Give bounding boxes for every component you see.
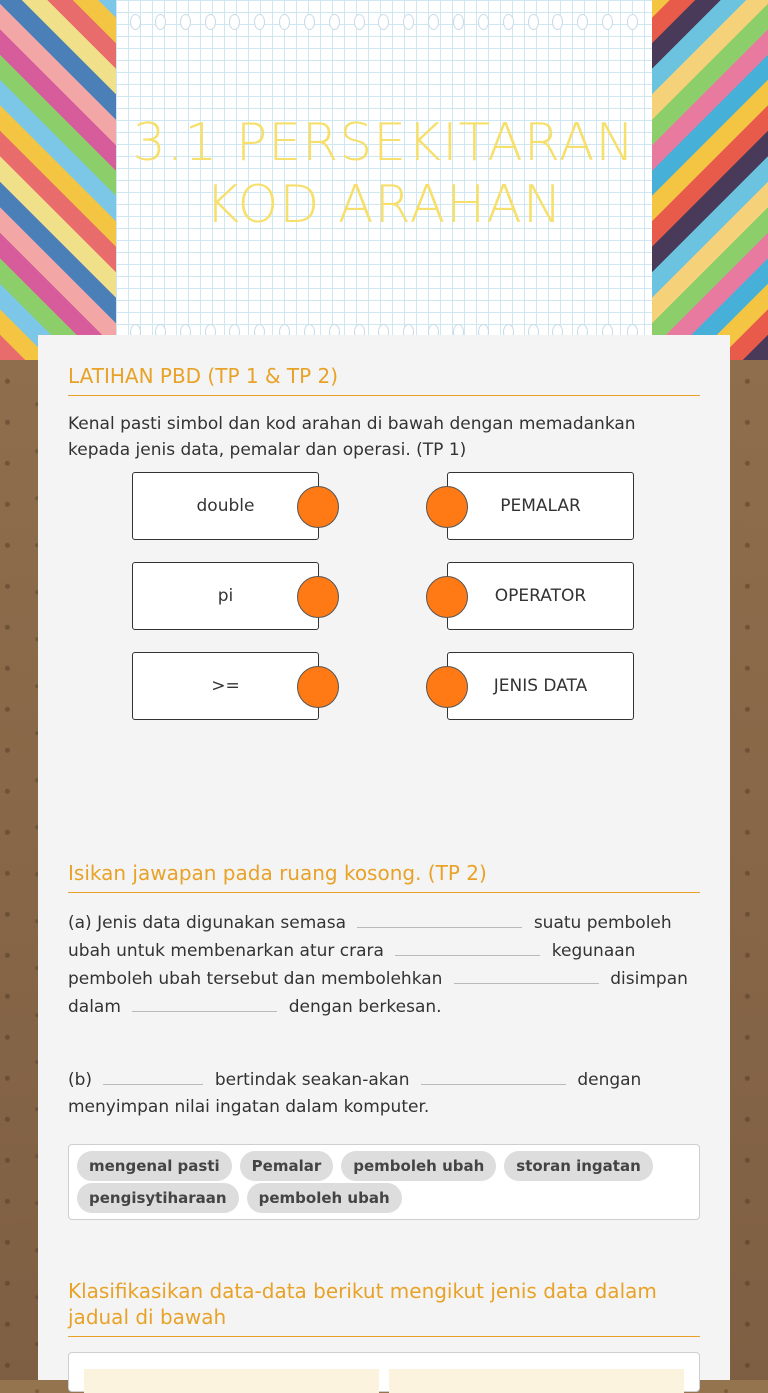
match-left-connector-3[interactable] xyxy=(297,666,339,708)
question-a-text-1: (a) Jenis data digunakan semasa xyxy=(68,913,346,933)
section2-heading-text: Isikan jawapan pada ruang kosong. (TP 2) xyxy=(68,861,487,885)
match-left-label-2: pi xyxy=(217,586,234,606)
match-right-connector-3[interactable] xyxy=(426,666,468,708)
word-chip[interactable]: pemboleh ubah xyxy=(247,1183,402,1213)
question-a xyxy=(68,909,700,1021)
match-right-label-1: PEMALAR xyxy=(500,496,581,516)
match-left-item-3[interactable] xyxy=(132,652,319,720)
question-a-text-2: suatu pemboleh ubah untuk membenarkan atur crara xyxy=(68,913,672,961)
match-left-item-2[interactable] xyxy=(132,562,319,630)
match-right-item-1[interactable] xyxy=(447,472,634,540)
word-chip[interactable]: Pemalar xyxy=(240,1151,334,1181)
worksheet-card xyxy=(38,335,730,1380)
classification-table xyxy=(68,1352,700,1392)
question-a-text-5: dengan berkesan. xyxy=(288,997,442,1017)
blank-b2[interactable] xyxy=(421,1066,566,1085)
table-column-2[interactable] xyxy=(389,1369,684,1393)
word-chip[interactable]: mengenal pasti xyxy=(77,1151,232,1181)
match-left-connector-1[interactable] xyxy=(297,486,339,528)
blank-a3[interactable] xyxy=(454,965,599,984)
match-left-connector-2[interactable] xyxy=(297,576,339,618)
match-right-item-2[interactable] xyxy=(447,562,634,630)
question-b-text-3: dengan menyimpan nilai ingatan dalam komputer. xyxy=(68,1070,642,1117)
word-chip[interactable]: storan ingatan xyxy=(504,1151,652,1181)
section2-heading xyxy=(68,860,700,893)
match-right-connector-2[interactable] xyxy=(426,576,468,618)
section1-instruction: Kenal pasti simbol dan kod arahan di bawah dengan memadankan kepada jenis data, pemalar dan operasi. (TP 1) xyxy=(68,414,636,460)
word-chip[interactable]: pemboleh ubah xyxy=(341,1151,496,1181)
word-bank xyxy=(68,1144,700,1220)
match-right-label-3: JENIS DATA xyxy=(493,676,588,696)
match-right-label-2: OPERATOR xyxy=(494,586,587,606)
chevron-pattern-left xyxy=(0,0,116,360)
blank-b1[interactable] xyxy=(103,1066,203,1085)
section1-heading-text: LATIHAN PBD (TP 1 & TP 2) xyxy=(68,364,339,388)
question-a-text-4: disimpan dalam xyxy=(68,969,688,1017)
match-right-item-3[interactable] xyxy=(447,652,634,720)
match-left-label-3: >= xyxy=(211,676,240,696)
match-left-item-1[interactable] xyxy=(132,472,319,540)
header-banner xyxy=(0,0,768,360)
section1-heading xyxy=(68,363,700,396)
blank-a2[interactable] xyxy=(395,937,540,956)
table-column-1[interactable] xyxy=(84,1369,379,1393)
section3-heading-line2: jadual di bawah xyxy=(68,1305,227,1329)
binder-holes-top xyxy=(130,14,638,30)
question-b-text-1: (b) xyxy=(68,1070,93,1090)
page-title-line1: 3.1 PERSEKITARAN xyxy=(132,113,636,173)
question-a-text-3: kegunaan pemboleh ubah tersebut dan membolehkan xyxy=(68,941,636,989)
page-title xyxy=(116,112,652,236)
page-title-line2: KOD ARAHAN xyxy=(205,175,563,235)
match-left-label-1: double xyxy=(196,496,255,516)
section3-heading xyxy=(68,1278,700,1337)
chevron-pattern-right xyxy=(652,0,768,360)
match-right-connector-1[interactable] xyxy=(426,486,468,528)
question-b-text-2: bertindak seakan-akan xyxy=(214,1070,410,1090)
question-b xyxy=(68,1066,700,1121)
word-chip[interactable]: pengisytiharaan xyxy=(77,1183,239,1213)
blank-a1[interactable] xyxy=(357,909,522,928)
blank-a4[interactable] xyxy=(132,993,277,1012)
section3-heading-line1: Klasifikasikan data-data berikut mengikut jenis data dalam xyxy=(68,1279,657,1303)
